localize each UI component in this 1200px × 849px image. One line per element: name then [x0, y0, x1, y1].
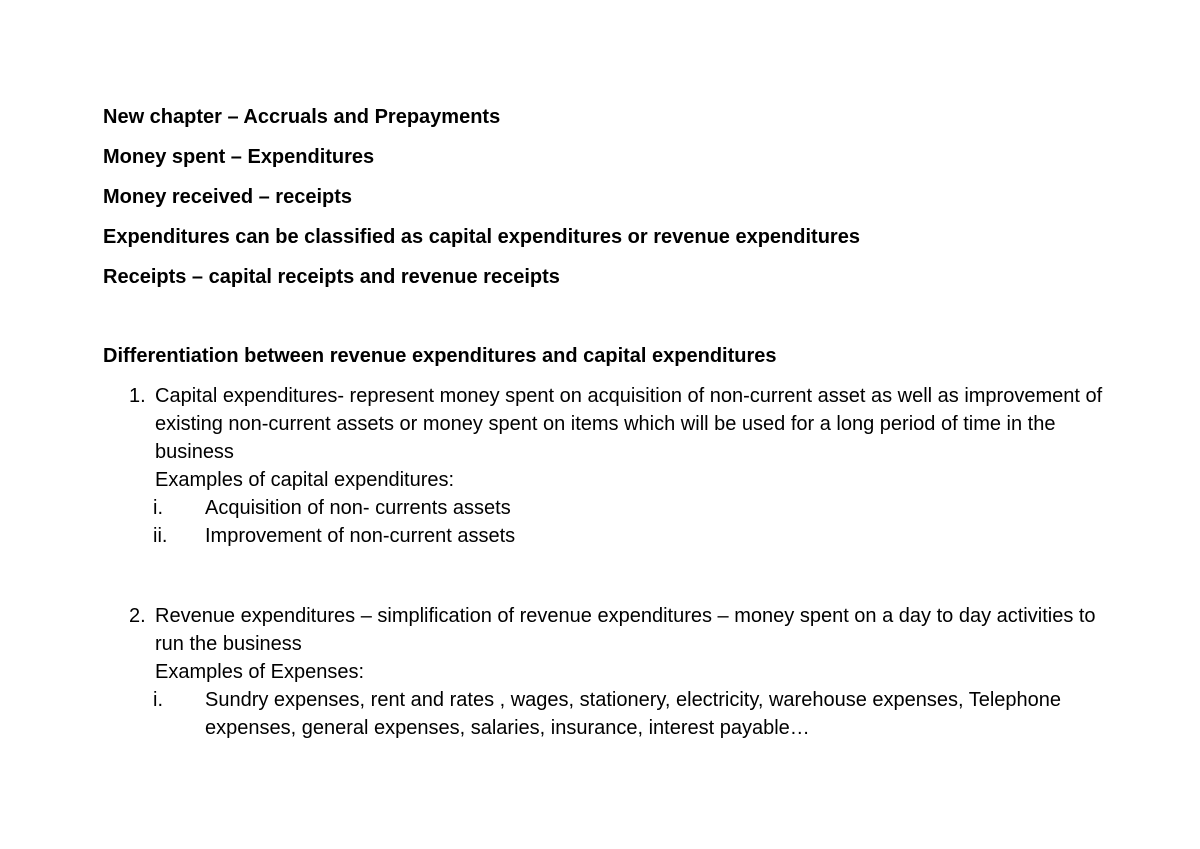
list-item-revenue-expenditures: [129, 602, 1129, 742]
section-title: Differentiation between revenue expenditures and capital expenditures: [103, 345, 777, 367]
heading-money-spent: Money spent – Expenditures: [103, 146, 375, 168]
heading-money-received: Money received – receipts: [103, 186, 353, 208]
item-text: Revenue expenditures – simplification of revenue expenditures – money spent on a day to day activities to run the business: [155, 605, 1096, 655]
sub-list-item: [155, 686, 1105, 742]
heading-chapter: New chapter – Accruals and Prepayments: [103, 106, 501, 128]
heading-expenditures-classification: Expenditures can be classified as capital expenditures or revenue expenditures: [103, 226, 860, 248]
sub-item-text: Acquisition of non- currents assets: [205, 497, 511, 519]
item-text: Capital expenditures- represent money spent on acquisition of non-current asset as well as improvement of existing non-current assets or money spent on items which will be used for a long period of time in the business: [155, 385, 1103, 463]
sub-item-text: Sundry expenses, rent and rates , wages, stationery, electricity, warehouse expenses, Telephone expenses, general expenses, salaries, insurance, interest payable…: [205, 689, 1062, 739]
list-item-capital-expenditures: [129, 382, 1129, 550]
list-number: 2.: [129, 605, 146, 627]
examples-label: Examples of capital expenditures:: [155, 469, 455, 491]
roman-numeral: ii.: [153, 525, 168, 547]
list-number: 1.: [129, 385, 146, 407]
sub-item-text: Improvement of non-current assets: [205, 525, 516, 547]
heading-receipts: Receipts – capital receipts and revenue receipts: [103, 266, 560, 288]
sub-list-item: [155, 522, 1105, 550]
sub-list-item: [155, 494, 1105, 522]
roman-numeral: i.: [153, 689, 163, 711]
roman-numeral: i.: [153, 497, 163, 519]
examples-label: Examples of Expenses:: [155, 661, 364, 683]
